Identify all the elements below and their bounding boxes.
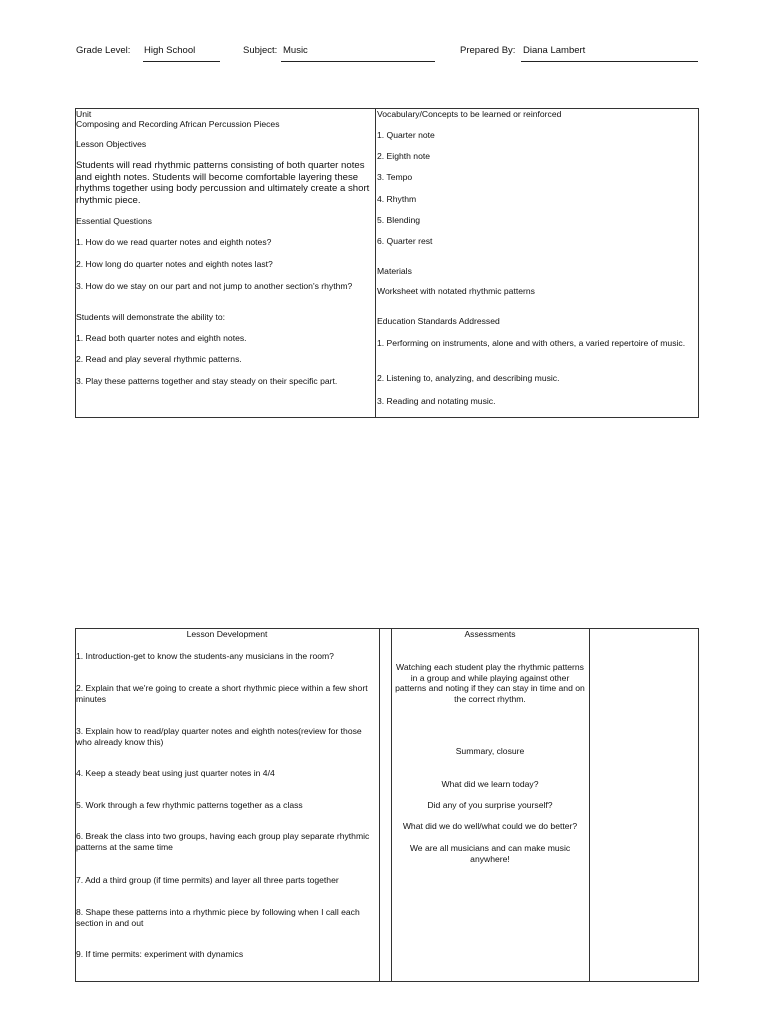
summary-item: We are all musicians and can make music anywhere! [409, 843, 571, 864]
assessments-heading: Assessments [464, 629, 516, 639]
summary-item: What did we learn today? [441, 779, 539, 789]
subject-label: Subject: [243, 45, 278, 56]
vocab-heading: Vocabulary/Concepts to be learned or reinforced [377, 109, 562, 119]
grade-level-underline [143, 61, 220, 62]
development-heading: Lesson Development [186, 629, 268, 639]
development-step: 1. Introduction-get to know the students-any musicians in the room? [76, 651, 334, 661]
objectives-heading: Lesson Objectives [76, 139, 147, 149]
objectives-text: Students will read rhythmic patterns consisting of both quarter notes and eighth notes. Students will become comfortable layering these rhythms together using body percussion and ultimately create a short rhythmic piece. [76, 160, 370, 206]
prepared-by-label: Prepared By: [460, 45, 516, 56]
lesson-table-divider [379, 628, 380, 982]
development-step: 6. Break the class into two groups, having each group play separate rhythmic patterns at the same time [76, 831, 370, 852]
vocab-item: 3. Tempo [377, 172, 413, 182]
essential-questions-heading: Essential Questions [76, 216, 152, 226]
demonstrate-item: 2. Read and play several rhythmic patterns. [76, 354, 242, 364]
development-step: 3. Explain how to read/play quarter notes and eighth notes(review for those who already know this) [76, 726, 362, 747]
summary-item: What did we do well/what could we do better? [402, 821, 578, 831]
lesson-table-divider [589, 628, 590, 982]
vocab-item: 6. Quarter rest [377, 236, 433, 246]
development-step: 7. Add a third group (if time permits) and layer all three parts together [76, 875, 339, 885]
standards-item: 3. Reading and notating music. [377, 396, 496, 406]
demonstrate-item: 3. Play these patterns together and stay steady on their specific part. [76, 376, 338, 386]
essential-question: 1. How do we read quarter notes and eighth notes? [76, 237, 272, 247]
summary-heading: Summary, closure [455, 746, 525, 756]
essential-question: 3. How do we stay on our part and not jump to another section's rhythm? [76, 281, 353, 291]
subject-underline [281, 61, 435, 62]
unit-label: Unit [76, 109, 92, 119]
materials-heading: Materials [377, 266, 412, 276]
vocab-item: 4. Rhythm [377, 194, 417, 204]
vocab-item: 1. Quarter note [377, 130, 435, 140]
standards-item: 2. Listening to, analyzing, and describing music. [377, 373, 560, 383]
vocab-item: 5. Blending [377, 215, 421, 225]
standards-item: 1. Performing on instruments, alone and with others, a varied repertoire of music. [377, 338, 686, 348]
development-step: 2. Explain that we're going to create a short rhythmic piece within a few short minutes [76, 683, 368, 704]
prepared-by-underline [521, 61, 698, 62]
demonstrate-heading: Students will demonstrate the ability to: [76, 312, 226, 322]
vocab-item: 2. Eighth note [377, 151, 431, 161]
unit-table-divider [375, 108, 376, 418]
summary-item: Did any of you surprise yourself? [427, 800, 553, 810]
assessments-text: Watching each student play the rhythmic patterns in a group and while playing against other patterns and noting if they can stay in time and on the correct rhythm. [395, 662, 585, 704]
development-step: 9. If time permits: experiment with dynamics [76, 949, 244, 959]
subject-value: Music [283, 45, 308, 56]
standards-heading: Education Standards Addressed [377, 316, 500, 326]
materials-text: Worksheet with notated rhythmic patterns [377, 286, 535, 296]
grade-level-value: High School [144, 45, 196, 56]
prepared-by-value: Diana Lambert [523, 45, 586, 56]
development-step: 5. Work through a few rhythmic patterns together as a class [76, 800, 303, 810]
grade-level-label: Grade Level: [76, 45, 131, 56]
unit-title: Composing and Recording African Percussion Pieces [76, 119, 280, 129]
development-step: 4. Keep a steady beat using just quarter notes in 4/4 [76, 768, 275, 778]
demonstrate-item: 1. Read both quarter notes and eighth notes. [76, 333, 247, 343]
essential-question: 2. How long do quarter notes and eighth notes last? [76, 259, 273, 269]
development-step: 8. Shape these patterns into a rhythmic piece by following when I call each section in and out [76, 907, 360, 928]
